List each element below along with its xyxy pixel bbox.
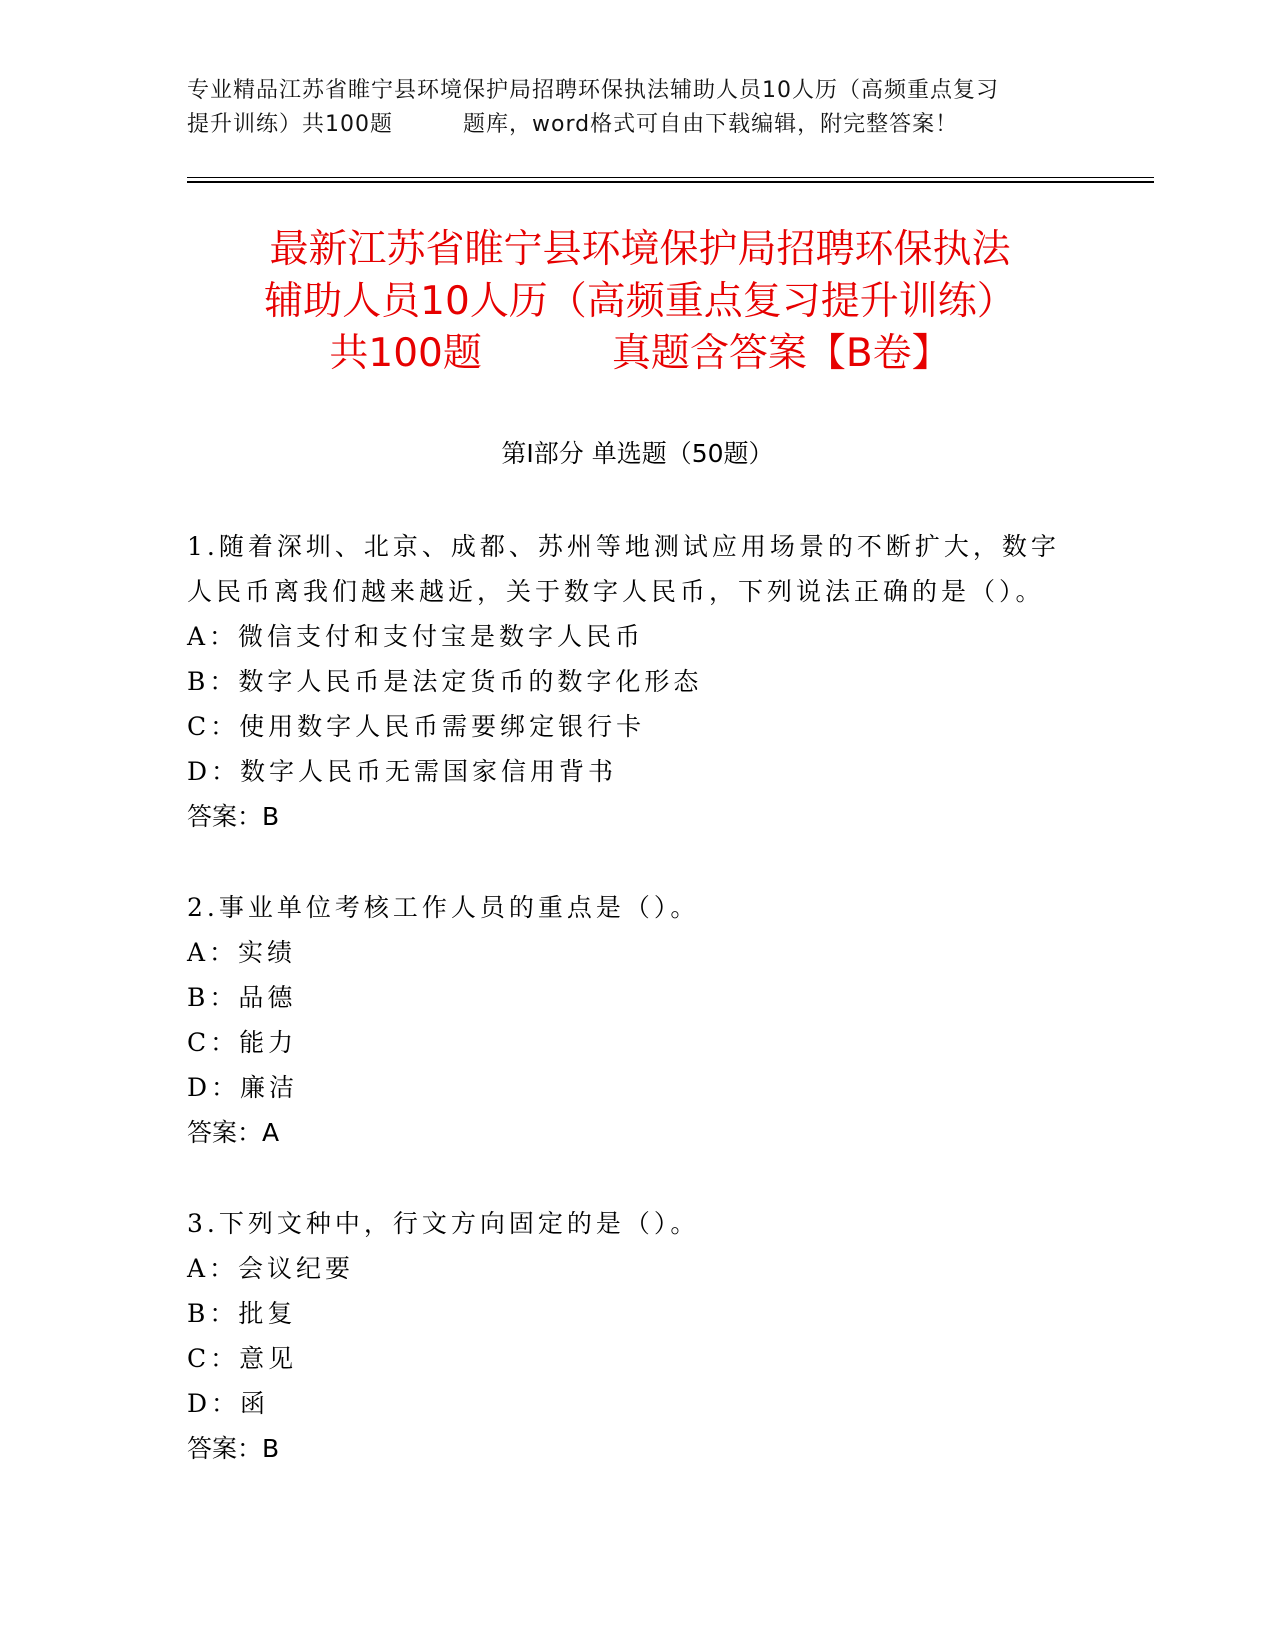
header-line-1: 专业精品江苏省睢宁县环境保护局招聘环保执法辅助人员10人历（高频重点复习 [187,78,999,103]
answer: 答案：A [187,1118,280,1147]
title-line-1: 最新江苏省睢宁县环境保护局招聘环保执法 [269,227,1011,272]
option-b: B：数字人民币是法定货币的数字化形态 [187,667,703,696]
header-line-2 [187,108,1077,142]
option-d: D：数字人民币无需国家信用背书 [187,757,618,786]
title-line-3-left: 共100题 [329,331,482,376]
question-3 [187,1201,1087,1471]
header-rule-thin [187,177,1154,178]
option-c: C：能力 [187,1028,298,1057]
option-a: A：实绩 [187,938,297,967]
option-b: B：品德 [187,983,297,1012]
question-stem: 2.事业单位考核工作人员的重点是（）。 [187,893,700,922]
option-b: B：批复 [187,1299,297,1328]
page-header [187,74,1077,142]
header-line-2-left: 提升训练）共100题 [187,112,393,137]
option-a: A：微信支付和支付宝是数字人民币 [187,622,645,651]
header-rule-thick [187,181,1154,183]
title-line-2: 辅助人员10人历（高频重点复习提升训练） [264,279,1016,324]
document-title [180,224,1100,380]
answer: 答案：B [187,802,280,831]
title-line-3-right: 真题含答案【B卷】 [611,331,951,376]
header-line-2-right: 题库，word格式可自由下载编辑，附完整答案！ [463,112,959,137]
option-d: D：函 [187,1389,270,1418]
option-d: D：廉洁 [187,1073,299,1102]
question-1 [187,524,1087,839]
option-a: A：会议纪要 [187,1254,355,1283]
question-2 [187,885,1087,1155]
answer: 答案：B [187,1434,280,1463]
question-stem: 3.下列文种中，行文方向固定的是（）。 [187,1209,700,1238]
question-stem-continued: 人民币离我们越来越近，关于数字人民币，下列说法正确的是（）。 [187,577,1045,606]
title-line-3 [180,328,1100,380]
question-stem: 1.随着深圳、北京、成都、苏州等地测试应用场景的不断扩大，数字 [187,532,1060,561]
question-list [187,524,1087,1517]
option-c: C：使用数字人民币需要绑定银行卡 [187,712,646,741]
section-heading: 第I部分 单选题（50题） [501,439,774,468]
option-c: C：意见 [187,1344,298,1373]
